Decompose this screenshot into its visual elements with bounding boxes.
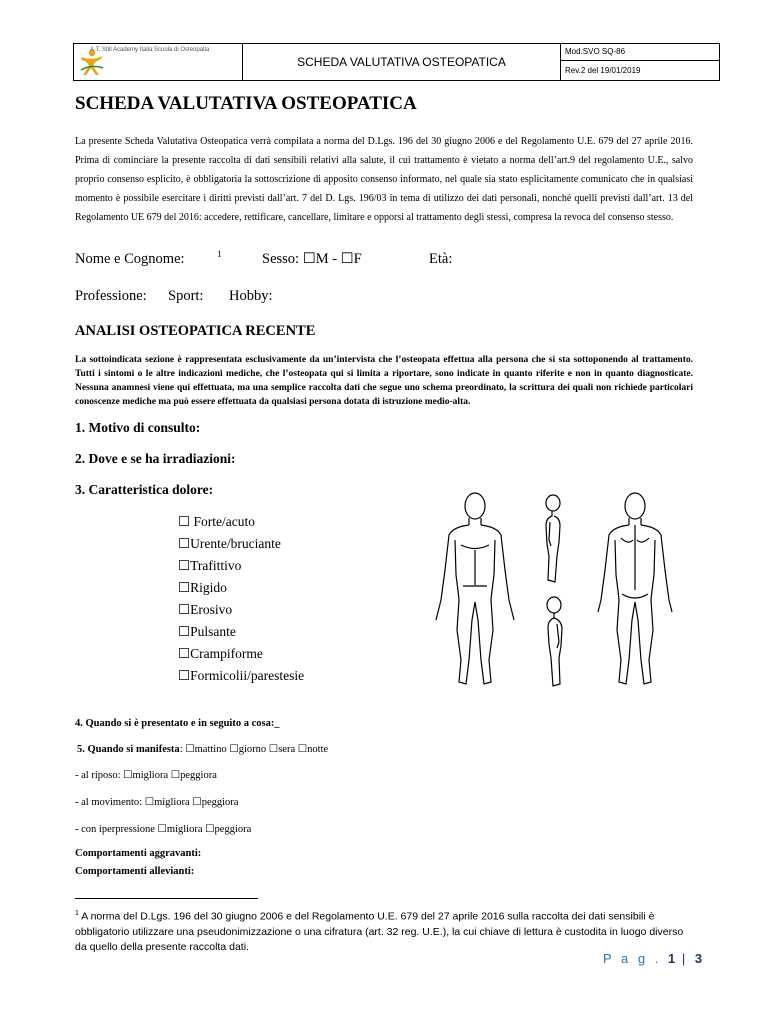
pain-option-rigido[interactable]: ☐Rigido xyxy=(178,580,227,595)
footnote-ref: 1 xyxy=(217,249,222,259)
movement-line[interactable]: - al movimento: ☐migliora ☐peggiora xyxy=(75,797,239,808)
header-title: SCHEDA VALUTATIVA OSTEOPATICA xyxy=(243,44,561,80)
body-back-diagram-icon xyxy=(588,490,682,690)
header-table xyxy=(73,43,720,81)
body-side-diagram-icon xyxy=(537,494,571,586)
revision-cell xyxy=(561,44,719,80)
sport-label: Sport: xyxy=(168,288,204,304)
aggravating-label: Comportamenti aggravanti: xyxy=(75,848,202,859)
logo-text: A.T. Still Academy Italia Scuola di Osteopatia xyxy=(90,47,210,53)
rest-line[interactable]: - al riposo: ☐migliora ☐peggiora xyxy=(75,770,217,781)
body-side-diagram-2-icon xyxy=(537,596,571,690)
section-title: ANALISI OSTEOPATICA RECENTE xyxy=(75,323,316,339)
pain-option-pulsante[interactable]: ☐Pulsante xyxy=(178,624,236,639)
name-label: Nome e Cognome: xyxy=(75,251,185,267)
footnote-text: A norma del D.Lgs. 196 del 30 giugno 2006 e del Regolamento U.E. 679 del 27 aprile 2016 sulla raccolta dei dati sensibili è obbligatorio utilizzare una pseudonimizzazione o una cifratura (art. 32 reg. U.E.), la cui chiave di lettura è custodita in luogo diverso da quello della presente raccolta dati. xyxy=(75,910,684,953)
logo-cell xyxy=(74,44,243,80)
question-5-options[interactable]: : ☐mattino ☐giorno ☐sera ☐notte xyxy=(179,744,329,755)
sex-field[interactable]: Sesso: ☐M - ☐F xyxy=(262,251,362,267)
question-4: 4. Quando si è presentato e in seguito a cosa:_ xyxy=(75,718,280,729)
pain-option-formicolii[interactable]: ☐Formicolii/parestesie xyxy=(178,668,305,683)
consent-paragraph: La presente Scheda Valutativa Osteopatica verrà compilata a norma del D.Lgs. 196 del 30 giugno 2006 e del Regolamento U.E. 679 del 27 aprile 2016. Prima di cominciare la presente raccolta di dati sensibili relativi alla salute, il cui trattamento è vietato a norma dell’art.9 del regolamento U.E., salvo proprio consenso esplicito, è obbligatoria la sottoscrizione di apposito consenso informato, nel quale sia stato esplicitamente comunicato che in qualsiasi momento è possibile esercitare i diritti previsti dall’art. 7 del D. Lgs. 196/03 in tema di utilizzo dei dati personali, nonché quelli previsti dall’art. 13 del Regolamento UE 679 del 2016: accedere, rettificare, cancellare, limitare e opporsi al trattamento degli stessi, compresa la revoca del consenso stesso. xyxy=(75,136,693,223)
pain-option-forte[interactable]: ☐ Forte/acuto xyxy=(178,514,255,529)
page-current: 1 xyxy=(667,951,676,966)
pain-option-trafittivo[interactable]: ☐Trafittivo xyxy=(178,558,242,573)
pain-option-erosivo[interactable]: ☐Erosivo xyxy=(178,602,233,617)
profession-label: Professione: xyxy=(75,288,147,304)
question-2: 2. Dove e se ha irradiazioni: xyxy=(75,451,236,466)
mod-code: Mod.SVO SQ-86 xyxy=(561,44,719,61)
question-5 xyxy=(77,743,328,755)
question-5-label: 5. Quando si manifesta xyxy=(77,744,180,755)
body-front-diagram-icon xyxy=(428,490,522,690)
page-separator: | xyxy=(681,951,689,966)
page-label: P a g . xyxy=(603,951,662,966)
footnote-divider xyxy=(75,898,258,899)
footnote-number: 1 xyxy=(75,910,79,917)
pain-option-crampiforme[interactable]: ☐Crampiforme xyxy=(178,646,263,661)
question-3: 3. Caratteristica dolore: xyxy=(75,482,214,497)
page-number xyxy=(603,951,702,966)
relieving-label: Comportamenti allevianti: xyxy=(75,866,195,877)
pain-option-urente[interactable]: ☐Urente/bruciante xyxy=(178,536,281,551)
document-title: SCHEDA VALUTATIVA OSTEOPATICA xyxy=(75,93,417,114)
age-label: Età: xyxy=(429,251,453,267)
hobby-label: Hobby: xyxy=(229,288,273,304)
section-intro: La sottoindicata sezione è rappresentata esclusivamente da un’intervista che l’osteopata effettua alla persona che si sta sottoponendo al trattamento. Tutti i sintomi o le altre indicazioni mediche, che l’osteopata qui si limita a riportare, sono indicate in quanto riferite e non in quanto diagnosticate. Nessuna anamnesi viene qui effettuata, ma una semplice raccolta dati che segue uno schema preordinato, la scrittura dei quali non richiede particolari conoscenze mediche ma può essere effettuata da qualsiasi persona dotata di istruzione medio-alta. xyxy=(75,355,693,407)
hyperpressure-line[interactable]: - con iperpressione ☐migliora ☐peggiora xyxy=(75,824,252,835)
footnote xyxy=(75,906,695,955)
question-1: 1. Motivo di consulto: xyxy=(75,420,201,435)
page-total: 3 xyxy=(694,951,703,966)
revision-date: Rev.2 del 19/01/2019 xyxy=(565,66,641,75)
